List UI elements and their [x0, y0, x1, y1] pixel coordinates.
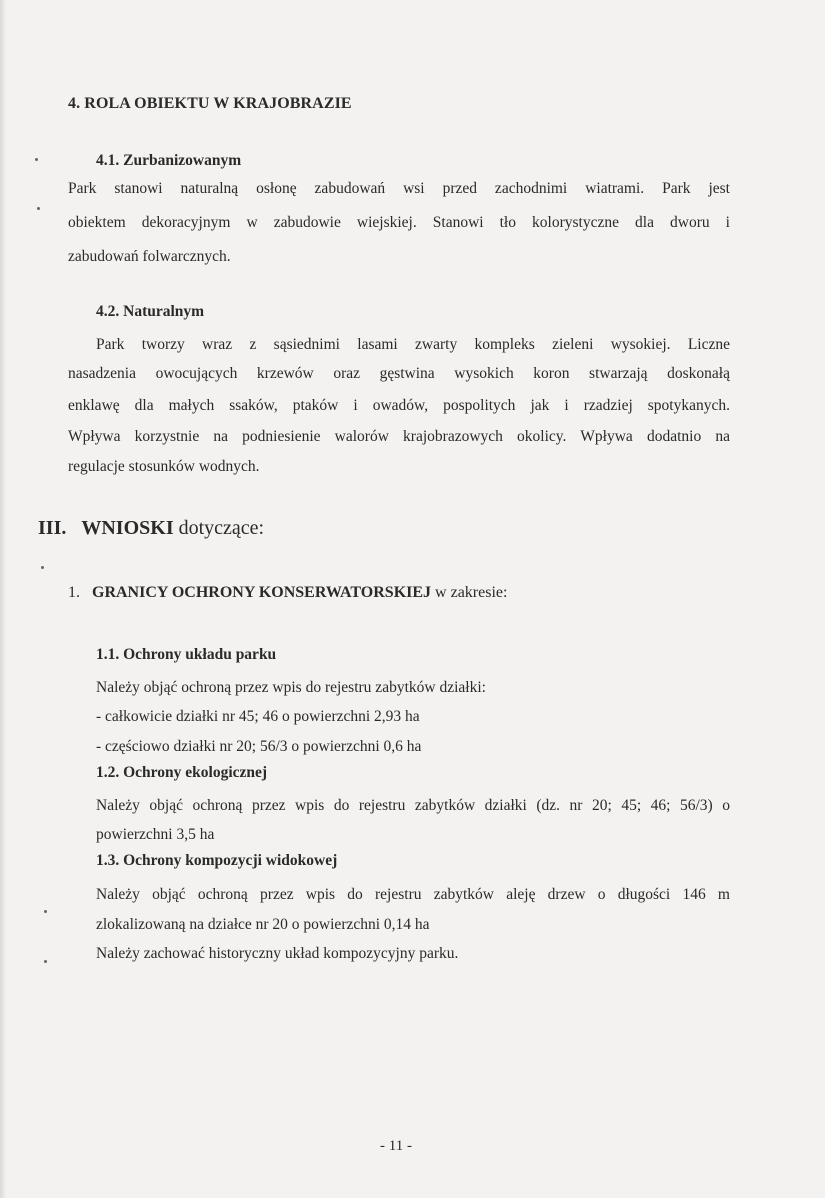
paragraph-line: powierzchni 3,5 ha — [96, 826, 215, 843]
chapter-title: WNIOSKI — [81, 517, 174, 539]
item-heading — [68, 584, 507, 602]
list-item: - całkowicie działki nr 45; 46 o powierzchni 2,93 ha — [96, 708, 420, 725]
subsection-title: 1.1. Ochrony układu parku — [96, 646, 277, 663]
scan-mark — [37, 207, 40, 210]
scan-edge-shadow — [0, 0, 6, 1198]
scan-mark — [44, 960, 47, 963]
paragraph-line: obiektem dekoracyjnym w zabudowie wiejskiej. Stanowi tło kolorystyczne dla dworu i — [68, 214, 730, 231]
paragraph-line: Należy zachować historyczny układ kompozycyjny parku. — [96, 945, 459, 962]
subsection-title: 1.2. Ochrony ekologicznej — [96, 764, 268, 781]
chapter-title-rest: dotyczące: — [178, 517, 265, 539]
paragraph-line: nasadzenia owocujących krzewów oraz gęstwina wysokich koron stwarzają doskonałą — [68, 365, 730, 382]
subsection-title: 1.3. Ochrony kompozycji widokowej — [96, 852, 338, 869]
scan-mark — [44, 910, 47, 913]
item-number: 1. — [68, 584, 80, 601]
scan-mark — [35, 158, 38, 161]
page-number: - 11 - — [380, 1138, 412, 1154]
paragraph-line: Park tworzy wraz z sąsiednimi lasami zwarty kompleks zieleni wysokiej. Liczne — [96, 336, 730, 353]
paragraph-line: Należy objąć ochroną przez wpis do rejestru zabytków działki: — [96, 679, 486, 696]
scan-mark — [41, 566, 44, 569]
chapter-heading — [38, 517, 264, 540]
paragraph-line: Należy objąć ochroną przez wpis do rejestru zabytków działki (dz. nr 20; 45; 46; 56/3) o — [96, 797, 730, 814]
subsection-title: 4.2. Naturalnym — [96, 303, 205, 320]
paragraph-line: Wpływa korzystnie na podniesienie walorów krajobrazowych okolicy. Wpływa dodatnio na — [68, 428, 730, 445]
list-item: - częściowo działki nr 20; 56/3 o powierzchni 0,6 ha — [96, 738, 422, 755]
paragraph-line: zabudowań folwarcznych. — [68, 248, 231, 265]
paragraph-line: zlokalizowaną na działce nr 20 o powierzchni 0,14 ha — [96, 916, 430, 933]
paragraph-line: enklawę dla małych ssaków, ptaków i owadów, pospolitych jak i rzadziej spotykanych. — [68, 397, 730, 414]
paragraph-line: Park stanowi naturalną osłonę zabudowań wsi przed zachodnimi wiatrami. Park jest — [68, 180, 730, 197]
section-heading: 4. ROLA OBIEKTU W KRAJOBRAZIE — [68, 95, 352, 112]
chapter-numeral: III. — [38, 517, 67, 539]
paragraph-line: Należy objąć ochroną przez wpis do rejestru zabytków aleję drzew o długości 146 m — [96, 886, 730, 903]
item-title-rest: w zakresie: — [435, 584, 508, 601]
item-title: GRANICY OCHRONY KONSERWATORSKIEJ — [92, 584, 432, 601]
paragraph-line: regulacje stosunków wodnych. — [68, 458, 260, 475]
subsection-title: 4.1. Zurbanizowanym — [96, 152, 242, 169]
